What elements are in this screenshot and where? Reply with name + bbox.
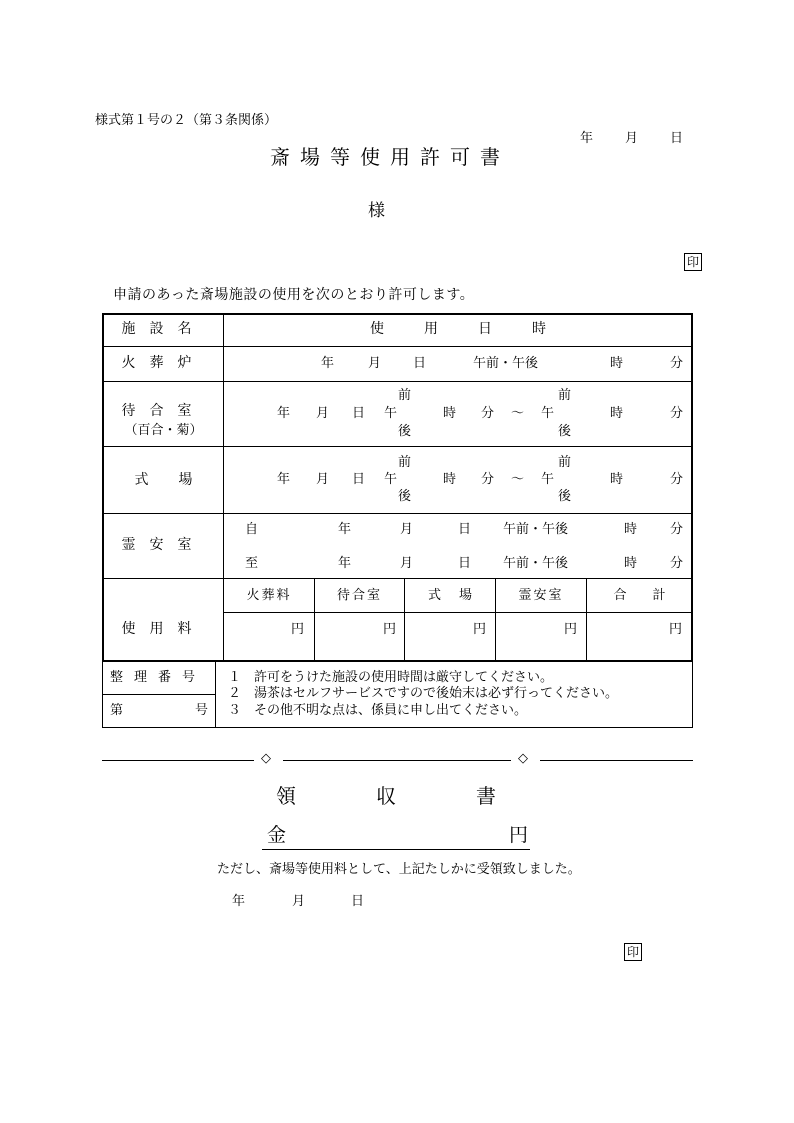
cremation-hour: 時 xyxy=(610,356,624,371)
intro-text: 申請のあった斎場施設の使用を次のとおり許可します。 xyxy=(113,287,475,303)
fee-yen-ceremony-hall: 円 xyxy=(473,622,487,637)
divider-diamond-icon: ◇ xyxy=(261,751,271,766)
number-suffix-label: 号 xyxy=(195,703,209,718)
waiting-start-minute: 分 xyxy=(481,406,495,421)
mortuary-from-ampm: 午前・午後 xyxy=(503,522,569,537)
mortuary-to-day: 日 xyxy=(458,556,472,571)
header-day-label: 日 xyxy=(670,131,684,146)
waiting-end-minute: 分 xyxy=(670,406,684,421)
row-divider xyxy=(103,346,692,347)
fee-yen-cremation: 円 xyxy=(291,622,305,637)
notes-divider xyxy=(215,661,216,728)
fee-yen-total: 円 xyxy=(669,622,683,637)
waiting-end-hour: 時 xyxy=(610,406,624,421)
waiting-end-go: 午 xyxy=(541,406,555,421)
cremation-day: 日 xyxy=(413,356,427,371)
ceremony-month: 月 xyxy=(316,472,330,487)
mortuary-to-hour: 時 xyxy=(624,556,638,571)
ceremony-day: 日 xyxy=(352,472,366,487)
number-prefix-label: 第 xyxy=(110,703,124,718)
document-title: 斎場等使用許可書 xyxy=(270,145,510,169)
form-number: 様式第１号の２（第３条関係） xyxy=(95,113,278,128)
cremation-year: 年 xyxy=(321,356,335,371)
mortuary-from-day: 日 xyxy=(458,522,472,537)
cremation-minute: 分 xyxy=(670,356,684,371)
fee-header-cremation: 火葬料 xyxy=(246,588,292,603)
row-divider xyxy=(103,513,692,514)
receipt-seal-stamp: 印 xyxy=(624,943,642,961)
mortuary-to-ampm: 午前・午後 xyxy=(503,556,569,571)
ceremony-start-hour: 時 xyxy=(443,472,457,487)
ceremony-tilde: ～ xyxy=(511,472,525,487)
receipt-title: 領収書 xyxy=(276,784,576,808)
ceremony-start-minute: 分 xyxy=(481,472,495,487)
waiting-month: 月 xyxy=(316,406,330,421)
fee-header-waiting-room: 待合室 xyxy=(336,588,382,603)
fee-yen-mortuary: 円 xyxy=(564,622,578,637)
note-item-2: ２ 湯茶はセルフサービスですので後始末は必ず行ってください。 xyxy=(228,686,619,701)
row-divider xyxy=(103,381,692,382)
divider-line xyxy=(283,760,511,761)
ceremony-year: 年 xyxy=(277,472,291,487)
header-usage-datetime: 使用日時 xyxy=(370,321,586,337)
waiting-start-am: 前 xyxy=(398,388,412,403)
header-year-label: 年 xyxy=(580,131,594,146)
divider-line xyxy=(102,760,254,761)
fee-header-total: 合計 xyxy=(613,588,692,603)
cremation-label: 火葬炉 xyxy=(121,355,206,371)
waiting-start-pm: 後 xyxy=(398,424,412,439)
receipt-month: 月 xyxy=(292,894,306,909)
ceremony-start-pm: 後 xyxy=(398,489,412,504)
fee-header-mortuary: 霊安室 xyxy=(518,588,564,603)
waiting-tilde: ～ xyxy=(511,406,525,421)
waiting-room-label: 待合室 xyxy=(121,403,206,419)
divider-diamond-icon: ◇ xyxy=(518,751,528,766)
mortuary-from-year: 年 xyxy=(338,522,352,537)
cremation-ampm: 午前・午後 xyxy=(473,356,539,371)
receipt-amount-underline xyxy=(262,849,530,850)
ceremony-end-pm: 後 xyxy=(558,489,572,504)
ceremony-end-hour: 時 xyxy=(610,472,624,487)
fee-header-ceremony-hall: 式場 xyxy=(427,588,490,603)
header-month-label: 月 xyxy=(625,131,639,146)
fee-yen-waiting-room: 円 xyxy=(383,622,397,637)
ceremony-hall-label: 式場 xyxy=(134,472,223,488)
mortuary-from-minute: 分 xyxy=(670,522,684,537)
mortuary-to-label: 至 xyxy=(245,556,259,571)
waiting-room-sublabel: （百合・菊） xyxy=(124,423,203,438)
row-divider xyxy=(103,578,692,579)
waiting-start-go: 午 xyxy=(384,406,398,421)
ceremony-end-go: 午 xyxy=(541,472,555,487)
ceremony-end-minute: 分 xyxy=(670,472,684,487)
waiting-end-am: 前 xyxy=(558,388,572,403)
label-column-divider xyxy=(223,314,224,661)
cremation-month: 月 xyxy=(368,356,382,371)
ceremony-start-am: 前 xyxy=(398,455,412,470)
honorific-sama: 様 xyxy=(368,201,385,221)
mortuary-to-month: 月 xyxy=(400,556,414,571)
waiting-start-hour: 時 xyxy=(443,406,457,421)
receipt-text: ただし、斎場等使用料として、上記たしかに受領致しました。 xyxy=(217,862,581,877)
receipt-amount-prefix: 金 xyxy=(267,824,287,846)
note-item-3: ３ その他不明な点は、係員に申し出てください。 xyxy=(228,703,528,718)
fees-label: 使用料 xyxy=(121,621,206,637)
row-divider xyxy=(103,446,692,447)
mortuary-from-hour: 時 xyxy=(624,522,638,537)
divider-line xyxy=(540,760,693,761)
receipt-amount-suffix: 円 xyxy=(509,824,529,846)
header-facility-name: 施設名 xyxy=(121,321,206,337)
waiting-year: 年 xyxy=(277,406,291,421)
waiting-end-pm: 後 xyxy=(558,424,572,439)
mortuary-to-year: 年 xyxy=(338,556,352,571)
mortuary-label: 霊安室 xyxy=(121,537,206,553)
mortuary-from-label: 自 xyxy=(245,522,259,537)
waiting-day: 日 xyxy=(352,406,366,421)
ceremony-start-go: 午 xyxy=(384,472,398,487)
note-item-1: １ 許可をうけた施設の使用時間は厳守してください。 xyxy=(228,670,554,685)
mortuary-from-month: 月 xyxy=(400,522,414,537)
mortuary-to-minute: 分 xyxy=(670,556,684,571)
fee-header-divider xyxy=(224,612,692,613)
reference-number-label: 整理番号 xyxy=(110,670,207,685)
ceremony-end-am: 前 xyxy=(558,455,572,470)
receipt-year: 年 xyxy=(232,894,246,909)
official-seal-stamp: 印 xyxy=(684,253,702,271)
receipt-day: 日 xyxy=(351,894,365,909)
notes-left-divider xyxy=(102,694,215,695)
